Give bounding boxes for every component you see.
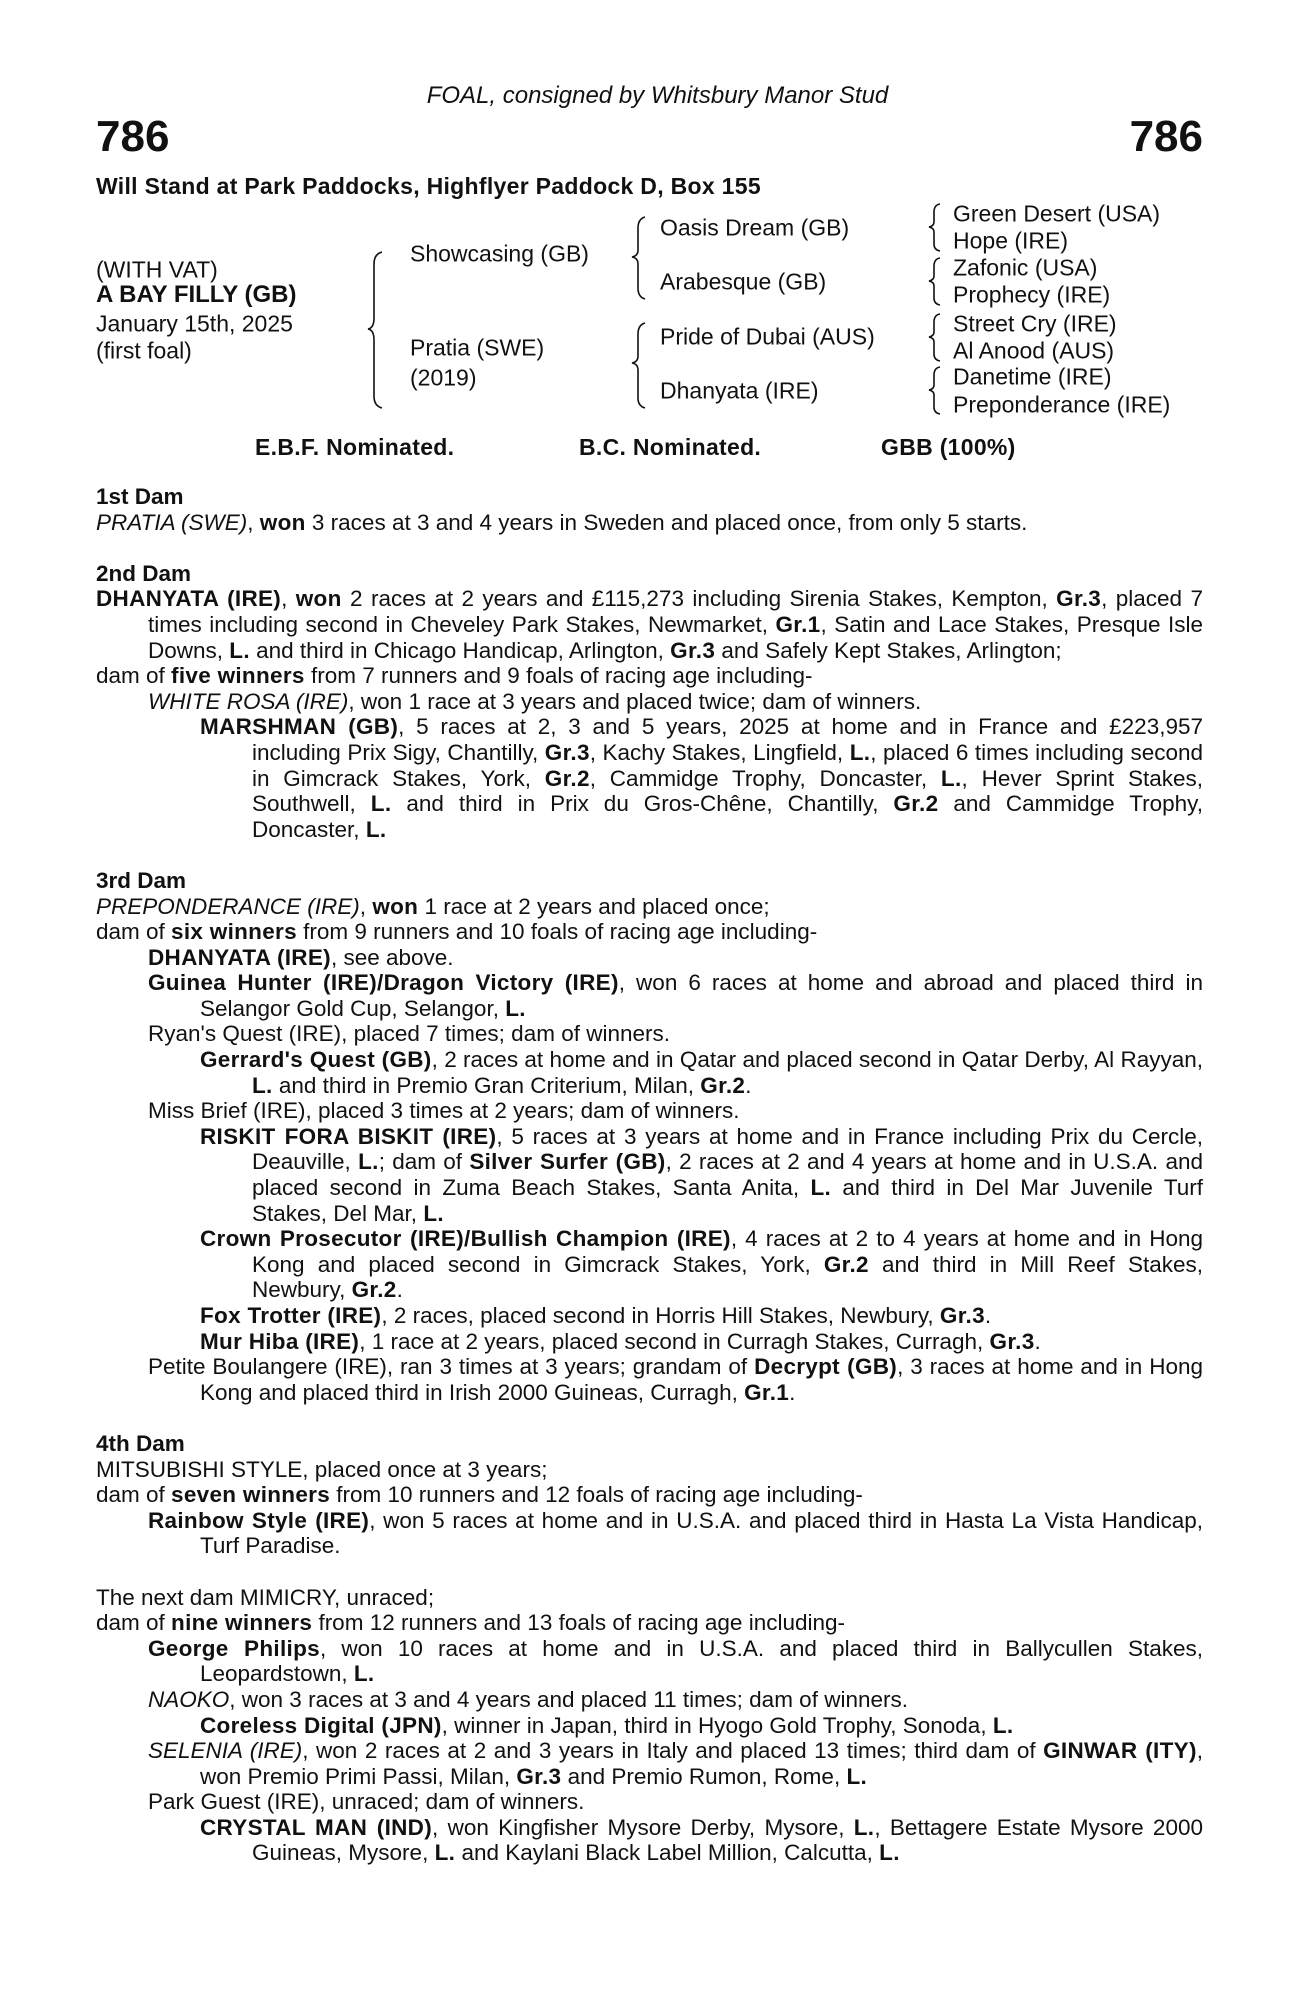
entry-text: , Bettagere Estate Mysore 2000 Guineas, Mysore, (252, 1814, 1203, 1866)
entry-bold-text: Coreless Digital (JPN) (200, 1712, 442, 1738)
entry-text: , 4 races at 2 to 4 years at home and in Hong Kong and placed second in Gimcrack Stakes, York, (252, 1226, 1203, 1277)
entry-bold-text: Gerrard's Quest (GB) (200, 1047, 432, 1073)
pedigree-entry (96, 586, 1203, 663)
entry-bold-text: nine winners (171, 1610, 313, 1636)
gen3-ancestor: Green Desert (USA) (953, 200, 1161, 227)
entry-bold-text: Fox Trotter (IRE) (200, 1303, 382, 1328)
pedigree-entry (96, 970, 1203, 1021)
entry-text: 2 races at 2 years and £115,273 including Sirenia Stakes, Kempton, (341, 586, 1057, 612)
entry-bold-text: L. (353, 1661, 375, 1687)
entry-text: , 2 races, placed second in Horris Hill Stakes, Newbury, (381, 1303, 940, 1328)
entry-text: dam of (96, 663, 172, 689)
entry-text: , won 5 races at home and in U.S.A. and placed third in Hasta La Vista Handicap, Turf Paradise. (200, 1507, 1203, 1559)
entry-text: , won Kingfisher Mysore Derby, Mysore, (432, 1814, 854, 1840)
sire-dam: Arabesque (GB) (660, 268, 827, 295)
pedigree-entry (96, 1124, 1203, 1226)
entry-italic-text: WHITE ROSA (IRE) (148, 688, 349, 714)
entry-text: , 3 races at home and in Hong Kong and placed third in Irish 2000 Guineas, Curragh, (200, 1354, 1203, 1405)
section-gap (96, 1405, 1203, 1431)
entry-text: , placed 6 times including second in Gimcrack Stakes, York, (252, 739, 1203, 791)
entry-text: dam of (96, 1610, 172, 1636)
pedigree-entry (96, 1482, 1203, 1508)
entry-bold-text: Gr.3 (670, 637, 716, 663)
gen3-ancestor: Prophecy (IRE) (953, 281, 1111, 308)
entry-text: . (396, 1277, 403, 1303)
ebf-nomination: E.B.F. Nominated. (255, 434, 455, 460)
entry-bold-text: Gr.2 (700, 1072, 746, 1098)
entry-text: , won 2 races at 2 and 3 years in Italy and placed 13 times; third dam of (302, 1738, 1044, 1764)
entry-bold-text: won (372, 893, 419, 919)
pedigree-entry (96, 1687, 1203, 1713)
entry-text: , Kachy Stakes, Lingfield, (589, 739, 850, 765)
pedigree-entry (96, 663, 1203, 689)
entry-bold-text: six winners (171, 919, 297, 945)
pedigree-entry (96, 1098, 1203, 1124)
gen3-ancestor: Zafonic (USA) (953, 254, 1098, 281)
dam-sire: Pride of Dubai (AUS) (660, 323, 875, 350)
entry-text: from 9 runners and 10 foals of racing age including- (296, 919, 818, 945)
dam: Pratia (SWE) (410, 334, 545, 361)
entry-bold-text: L. (370, 791, 392, 817)
entry-text: , see above. (330, 944, 454, 970)
entry-bold-text: L. (423, 1200, 444, 1226)
entry-italic-text: SELENIA (IRE) (148, 1738, 303, 1764)
entry-text: . (745, 1072, 752, 1098)
section-heading: 2nd Dam (96, 560, 192, 586)
entry-bold-text: Gr.2 (544, 765, 590, 791)
entry-text: . (984, 1303, 992, 1328)
stand-location: Will Stand at Park Paddocks, Highflyer Paddock D, Box 155 (96, 173, 761, 199)
entry-bold-text: Mur Hiba (IRE) (200, 1328, 360, 1354)
entry-text: , won 6 races at home and abroad and placed third in Selangor Gold Cup, Selangor, (200, 970, 1203, 1021)
pedigree-entry (96, 1047, 1203, 1098)
entry-bold-text: Gr.2 (893, 791, 939, 817)
entry-bold-text: George Philips (148, 1635, 320, 1661)
sire: Showcasing (GB) (410, 240, 589, 267)
entry-italic-text: PRATIA (SWE) (96, 509, 248, 535)
entry-text: , Hever Sprint Stakes, Southwell, (252, 765, 1204, 817)
entry-text: Miss Brief (IRE), placed 3 times at 2 years; dam of winners. (148, 1098, 740, 1124)
pedigree-entry (96, 1585, 1203, 1611)
entry-text: , (247, 509, 260, 535)
lot-number-left: 786 (96, 112, 170, 161)
entry-bold-text: GINWAR (ITY) (1043, 1738, 1197, 1764)
entry-text: , placed 7 times including second in Cheveley Park Stakes, Newmarket, (148, 586, 1203, 637)
entry-bold-text: won (259, 509, 306, 535)
entry-bold-text: L. (992, 1712, 1014, 1738)
entry-bold-text: Gr.3 (544, 739, 590, 765)
entry-bold-text: L. (846, 1763, 868, 1789)
entry-text: , 2 races at home and in Qatar and placed second in Qatar Derby, Al Rayyan, (431, 1047, 1203, 1073)
entry-text: and third in Mill Reef Stakes, Newbury, (252, 1251, 1203, 1303)
brace-g3-3 (929, 314, 940, 361)
pedigree-entry (96, 510, 1203, 536)
section-heading: 3rd Dam (96, 867, 187, 893)
entry-text: , Satin and Lace Stakes, Presque Isle Downs, (148, 611, 1203, 663)
entry-bold-text: DHANYATA (IRE) (148, 944, 331, 970)
section-gap (96, 1559, 1203, 1585)
entry-text: from 7 runners and 9 foals of racing age including- (304, 663, 813, 689)
pedigree-entry (96, 894, 1203, 920)
pedigree-entry (96, 1226, 1203, 1303)
entry-bold-text: Gr.3 (939, 1303, 985, 1328)
entry-text: , winner in Japan, third in Hyogo Gold Trophy, Sonoda, (441, 1712, 993, 1738)
entry-text: and third in Chicago Handicap, Arlington, (249, 637, 671, 663)
section-heading: 4th Dam (96, 1430, 185, 1456)
entry-bold-text: L. (229, 637, 250, 663)
section-gap (96, 535, 1203, 561)
entry-bold-text: five winners (171, 663, 305, 689)
entry-text: and Safely Kept Stakes, Arlington; (715, 637, 1062, 663)
entry-bold-text: Gr.3 (516, 1763, 562, 1789)
produce-record (96, 484, 1203, 1866)
pedigree-entry (96, 945, 1203, 971)
entry-bold-text: L. (365, 816, 387, 842)
entry-text: dam of (96, 919, 172, 945)
foaling-date: January 15th, 2025 (96, 310, 293, 337)
section-heading: 1st Dam (96, 484, 184, 509)
entry-bold-text: MARSHMAN (GB) (200, 714, 399, 740)
entry-text: from 12 runners and 13 foals of racing age including- (312, 1610, 846, 1636)
pedigree-entry (96, 714, 1203, 842)
entry-bold-text: L. (358, 1149, 379, 1175)
entry-text: and Kaylani Black Label Million, Calcutta, (455, 1840, 880, 1866)
pedigree-entry (96, 1329, 1203, 1355)
entry-italic-text: PREPONDERANCE (IRE) (96, 893, 360, 919)
entry-bold-text: L. (252, 1072, 273, 1098)
entry-bold-text: L. (879, 1840, 900, 1866)
entry-bold-text: seven winners (171, 1482, 331, 1508)
consignor-line: FOAL, consigned by Whitsbury Manor Stud (426, 82, 889, 109)
pedigree-entry (96, 1303, 1203, 1329)
entry-bold-text: Crown Prosecutor (IRE)/Bullish Champion (IRE) (200, 1226, 731, 1252)
section-gap (96, 842, 1203, 868)
brace-g3-4 (929, 367, 940, 414)
vat-status: (WITH VAT) (96, 256, 218, 283)
bc-nomination: B.C. Nominated. (579, 434, 762, 460)
entry-bold-text: Gr.1 (744, 1379, 790, 1405)
entry-bold-text: L. (505, 995, 526, 1021)
entry-text: . (789, 1379, 796, 1405)
entry-bold-text: L. (940, 765, 962, 791)
entry-bold-text: Gr.1 (775, 611, 821, 637)
gen3-ancestor: Preponderance (IRE) (953, 391, 1171, 418)
pedigree-entry (96, 1713, 1203, 1739)
entry-bold-text: L. (810, 1175, 832, 1201)
entry-text: . (1034, 1328, 1041, 1354)
entry-text: The next dam MIMICRY, unraced; (96, 1584, 435, 1610)
sire-sire: Oasis Dream (GB) (660, 214, 850, 241)
pedigree-entry (96, 1508, 1203, 1559)
entry-text: , 5 races at 2, 3 and 5 years, 2025 at home and in France and £223,957 including Prix Sigy, Chantilly, (252, 714, 1203, 765)
foal-note: (first foal) (96, 337, 192, 364)
entry-bold-text: Rainbow Style (IRE) (148, 1507, 370, 1533)
entry-text: Petite Boulangere (IRE), ran 3 times at 3 years; grandam of (148, 1354, 755, 1380)
brace-dam (632, 323, 645, 408)
entry-bold-text: Gr.2 (351, 1277, 397, 1303)
entry-text: and Premio Rumon, Rome, (561, 1763, 847, 1789)
pedigree-entry (96, 1738, 1203, 1789)
entry-text: and third in Del Mar Juvenile Turf Stakes, Del Mar, (252, 1175, 1203, 1226)
entry-bold-text: RISKIT FORA BISKIT (IRE) (200, 1123, 497, 1149)
gen3-ancestor: Street Cry (IRE) (953, 310, 1117, 337)
entry-bold-text: Guinea Hunter (IRE)/Dragon Victory (IRE) (148, 970, 619, 996)
entry-bold-text: Decrypt (GB) (754, 1354, 898, 1380)
entry-text: from 10 runners and 12 foals of racing age including- (330, 1482, 863, 1508)
entry-bold-text: Gr.2 (823, 1251, 869, 1277)
gen3-ancestor: Hope (IRE) (953, 227, 1069, 254)
entry-text: and Cammidge Trophy, Doncaster, (252, 791, 1204, 842)
entry-text: , won 10 races at home and in U.S.A. and placed third in Ballycullen Stakes, Leopardstown, (200, 1635, 1203, 1687)
entry-bold-text: L. (434, 1840, 456, 1866)
brace-sire (632, 217, 645, 299)
entry-text: , won Premio Primi Passi, Milan, (200, 1738, 1204, 1789)
horse-name: A BAY FILLY (GB) (96, 281, 297, 308)
entry-bold-text: L. (853, 1814, 875, 1840)
entry-text: dam of (96, 1482, 172, 1508)
brace-g3-1 (929, 204, 940, 251)
brace-g3-2 (929, 258, 940, 305)
pedigree-entry (96, 1021, 1203, 1047)
pedigree-entry (96, 1457, 1203, 1483)
gen3-ancestor: Al Anood (AUS) (953, 337, 1115, 364)
entry-text: ; dam of (378, 1149, 470, 1175)
entry-bold-text: DHANYATA (IRE) (96, 586, 282, 612)
entry-text: , 1 race at 2 years, placed second in Curragh Stakes, Curragh, (359, 1328, 990, 1354)
entry-text: Ryan's Quest (IRE), placed 7 times; dam of winners. (148, 1021, 670, 1047)
entry-italic-text: NAOKO (148, 1686, 230, 1712)
entry-text: , (359, 893, 373, 919)
pedigree-entry (96, 1610, 1203, 1636)
entry-text: Park Guest (IRE), unraced; dam of winners. (148, 1789, 585, 1815)
entry-bold-text: CRYSTAL MAN (IND) (200, 1814, 433, 1840)
entry-text: , (281, 586, 296, 612)
entry-bold-text: Gr.3 (1056, 586, 1102, 612)
entry-text: 3 races at 3 and 4 years in Sweden and placed once, from only 5 starts. (305, 509, 1028, 535)
gbb-status: GBB (100%) (881, 434, 1016, 460)
brace-dam-sire (368, 252, 382, 408)
entry-text: , Cammidge Trophy, Doncaster, (589, 765, 941, 791)
dam-dam: Dhanyata (IRE) (660, 377, 819, 404)
pedigree-entry (96, 919, 1203, 945)
pedigree-entry (96, 1789, 1203, 1815)
entry-bold-text: Gr.3 (989, 1328, 1035, 1354)
entry-bold-text: L. (849, 739, 871, 765)
gen3-ancestor: Danetime (IRE) (953, 363, 1112, 390)
entry-bold-text: Silver Surfer (GB) (469, 1149, 666, 1175)
entry-text: , won 3 races at 3 and 4 years and placed 11 times; dam of winners. (229, 1686, 908, 1712)
pedigree-entry (96, 689, 1203, 715)
pedigree-entry (96, 1815, 1203, 1866)
entry-text: , 2 races at 2 and 4 years at home and in U.S.A. and placed second in Zuma Beach Stakes, Santa Anita, (252, 1149, 1204, 1201)
entry-text: MITSUBISHI STYLE, placed once at 3 years; (96, 1456, 548, 1482)
dam-year: (2019) (410, 364, 477, 391)
lot-number-right: 786 (1129, 112, 1203, 161)
entry-text: , won 1 race at 3 years and placed twice; dam of winners. (348, 688, 922, 714)
entry-bold-text: won (295, 586, 342, 612)
pedigree-entry (96, 1354, 1203, 1405)
pedigree-entry (96, 1636, 1203, 1687)
entry-text: , 5 races at 3 years at home and in France including Prix du Cercle, Deauville, (252, 1123, 1203, 1175)
entry-text: and third in Prix du Gros-Chêne, Chantilly, (391, 791, 894, 817)
entry-text: and third in Premio Gran Criterium, Milan, (272, 1072, 701, 1098)
entry-text: 1 race at 2 years and placed once; (418, 893, 770, 919)
